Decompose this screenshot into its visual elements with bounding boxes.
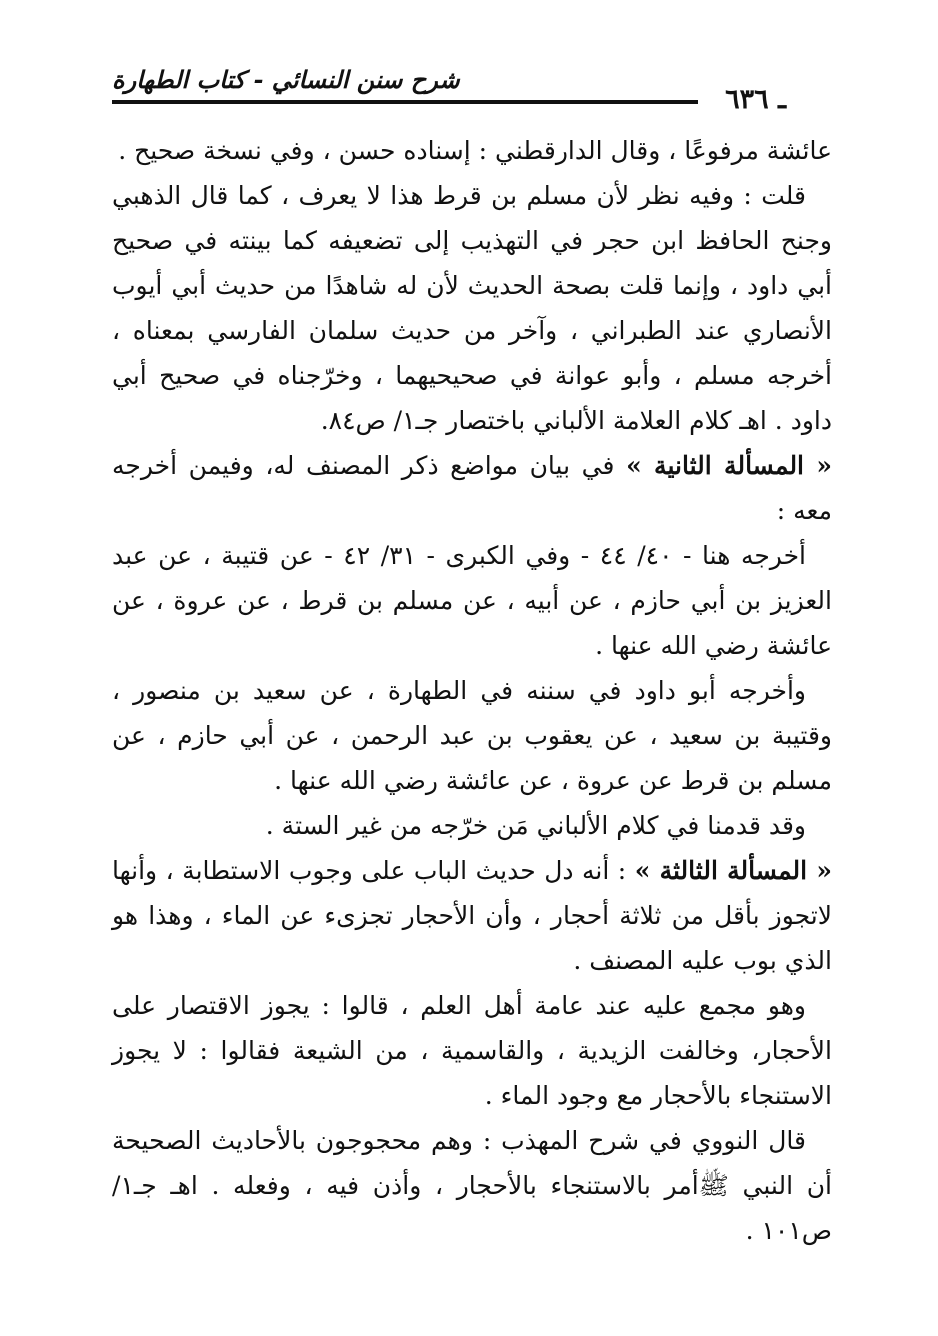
- paragraph-text: في بيان مواضع ذكر المصنف له، وفيمن أخرجه معه :: [112, 451, 832, 525]
- paragraph-nasai-takhrij: [112, 533, 832, 668]
- issue-heading: « المسألة الثانية »: [626, 451, 832, 480]
- paragraph-second-issue: [112, 443, 832, 533]
- paragraph-text: عائشة مرفوعًا ، وقال الدارقطني : إسناده حسن ، وفي نسخة صحيح .: [118, 136, 832, 165]
- page-header: [112, 62, 828, 115]
- paragraph-abu-dawud-takhrij: [112, 668, 832, 803]
- paragraph-albani-comment: [112, 173, 832, 443]
- header-rule: [112, 100, 698, 104]
- paragraph-text: وهو مجمع عليه عند عامة أهل العلم ، قالوا : يجوز الاقتصار على الأحجار، وخالفت الزيدية ، والقاسمية ، من الشيعة فقالوا : لا يجوز الاستنجاء بالأحجار مع وجود الماء .: [112, 991, 832, 1110]
- paragraph-text: قال النووي في شرح المهذب : وهم محجوجون بالأحاديث الصحيحة أن النبي ﷺأمر بالاستنجاء بالأحجار ، وأذن فيه ، وفعله . اهـ جـ١/ ص١٠١ .: [112, 1126, 832, 1245]
- paragraph-other-sources: [112, 803, 832, 848]
- paragraph-third-issue: [112, 848, 832, 983]
- paragraph-consensus: [112, 983, 832, 1118]
- running-title: شرح سنن النسائي - كتاب الطهارة: [112, 65, 460, 94]
- paragraph-text: وأخرجه أبو داود في سننه في الطهارة ، عن سعيد بن منصور ، وقتيبة بن سعيد ، عن يعقوب بن عبد الرحمن ، عن أبي حازم ، عن مسلم بن قرط عن عروة ، عن عائشة رضي الله عنها .: [112, 676, 832, 795]
- paragraph-text: : أنه دل حديث الباب على وجوب الاستطابة ، وأنها لاتجوز بأقل من ثلاثة أحجار ، وأن الأحجار تجزىء عن الماء ، وهذا هو الذي بوب عليه المصنف .: [112, 856, 832, 975]
- paragraph-text: أخرجه هنا - ٤٠/ ٤٤ - وفي الكبرى - ٣١/ ٤٢ - عن قتيبة ، عن عبد العزيز بن أبي حازم ، عن أبيه ، عن مسلم بن قرط ، عن عروة ، عن عائشة رضي الله عنها .: [112, 541, 832, 660]
- paragraph-text: وقد قدمنا في كلام الألباني مَن خرّجه من غير الستة .: [265, 811, 806, 840]
- paragraph-continuation: [112, 128, 832, 173]
- issue-heading: « المسألة الثالثة »: [634, 856, 832, 885]
- page-number: ـ ٦٣٦: [725, 84, 786, 115]
- paragraph-nawawi-quote: [112, 1118, 832, 1253]
- page-body: [112, 128, 832, 1253]
- paragraph-text: قلت : وفيه نظر لأن مسلم بن قرط هذا لا يعرف ، كما قال الذهبي وجنح الحافظ ابن حجر في التهذيب إلى تضعيفه كما بينته في صحيح أبي داود ، وإنما قلت بصحة الحديث لأن له شاهدًا من حديث أبي أيوب الأنصاري عند الطبراني ، وآخر من حديث سلمان الفارسي بمعناه ، أخرجه مسلم ، وأبو عوانة في صحيحيهما ، وخرّجناه في صحيح أبي داود . اهـ كلام العلامة الألباني باختصار جـ١/ ص٨٤.: [112, 181, 832, 435]
